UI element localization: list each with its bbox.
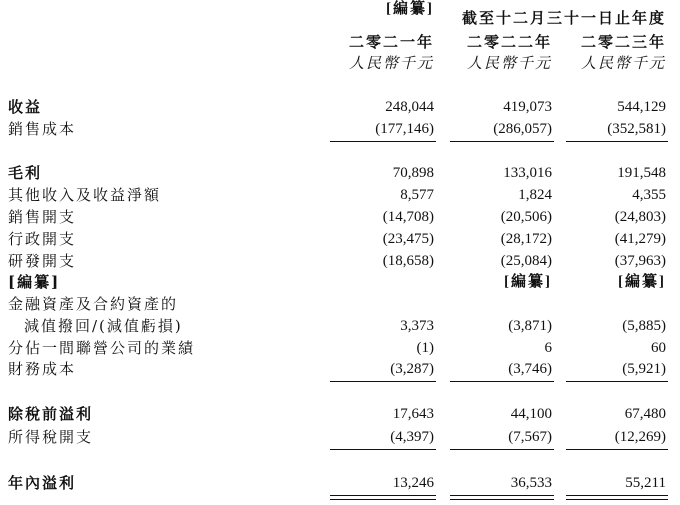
total-double-rule-2022	[450, 495, 554, 500]
row-label-profit-for-year: 年內溢利	[8, 474, 77, 492]
finance-costs-2021: (3,287)	[390, 361, 434, 377]
total-double-rule-2023	[566, 495, 668, 500]
total-double-rule-2021	[330, 495, 436, 500]
row-label-redacted: [編纂]	[8, 273, 61, 291]
admin-expenses-2021: (23,475)	[382, 231, 434, 247]
profit-before-tax-2021: 17,643	[392, 406, 434, 422]
other-income-2023: 4,355	[632, 187, 666, 203]
revenue-2022: 419,073	[503, 99, 552, 115]
row-label-selling-expenses: 銷售開支	[8, 208, 77, 226]
row-label-rd-expenses: 研發開支	[8, 252, 77, 270]
row-label-finance-costs: 財務成本	[8, 360, 77, 378]
cost-of-sales-2021: (177,146)	[375, 121, 434, 137]
selling-expenses-2021: (14,708)	[382, 209, 434, 225]
unit-2023: 人民幣千元	[580, 54, 666, 72]
row-label-cost-of-sales: 銷售成本	[8, 120, 77, 138]
redacted-2021: [編纂]	[386, 1, 434, 17]
subtotal-rule-2021	[330, 381, 436, 382]
finance-costs-2023: (5,921)	[622, 361, 666, 377]
unit-2021: 人民幣千元	[348, 54, 434, 72]
admin-expenses-2023: (41,279)	[614, 231, 666, 247]
selling-expenses-2023: (24,803)	[614, 209, 666, 225]
row-label-profit-before-tax: 除稅前溢利	[8, 405, 94, 423]
rd-expenses-2022: (25,084)	[500, 253, 552, 269]
income-tax-2023: (12,269)	[614, 429, 666, 445]
associate-share-2022: 6	[544, 340, 552, 356]
profit-for-year-2021: 13,246	[392, 475, 434, 491]
row-label-revenue: 收益	[8, 98, 43, 116]
redacted-2023: [編纂]	[618, 274, 666, 290]
income-tax-2022: (7,567)	[508, 429, 552, 445]
year-2022-heading: 二零二二年	[466, 33, 552, 51]
subtotal-rule-2021	[330, 449, 436, 450]
other-income-2022: 1,824	[518, 187, 552, 203]
subtotal-rule-2022	[450, 449, 554, 450]
row-label-income-tax: 所得稅開支	[8, 428, 94, 446]
unit-2022: 人民幣千元	[466, 54, 552, 72]
row-label-gross-profit: 毛利	[8, 164, 43, 182]
gross-profit-2021: 70,898	[392, 165, 434, 181]
subtotal-rule-2023	[566, 381, 668, 382]
year-2021-heading: 二零二一年	[348, 33, 434, 51]
subtotal-rule-2021	[330, 141, 436, 142]
income-tax-2021: (4,397)	[390, 429, 434, 445]
row-label-other-income: 其他收入及收益淨額	[8, 186, 162, 204]
subtotal-rule-2022	[450, 381, 554, 382]
year-2023-heading: 二零二三年	[580, 33, 666, 51]
other-income-2021: 8,577	[400, 187, 434, 203]
gross-profit-2023: 191,548	[617, 165, 666, 181]
gross-profit-2022: 133,016	[503, 165, 552, 181]
revenue-2023: 544,129	[617, 99, 666, 115]
redacted-2022: [編纂]	[504, 274, 552, 290]
subtotal-rule-2023	[566, 449, 668, 450]
row-label-impairment-line1: 金融資產及合約資產的	[8, 295, 179, 313]
rd-expenses-2021: (18,658)	[382, 253, 434, 269]
associate-share-2021: (1)	[416, 340, 434, 356]
profit-before-tax-2023: 67,480	[624, 406, 666, 422]
cost-of-sales-2022: (286,057)	[493, 121, 552, 137]
period-heading: 截至十二月三十一日止年度	[461, 9, 666, 27]
impairment-2021: 3,373	[400, 318, 434, 334]
admin-expenses-2022: (28,172)	[500, 231, 552, 247]
profit-for-year-2022: 36,533	[510, 475, 552, 491]
row-label-admin-expenses: 行政開支	[8, 230, 77, 248]
selling-expenses-2022: (20,506)	[500, 209, 552, 225]
subtotal-rule-2023	[566, 141, 668, 142]
associate-share-2023: 60	[651, 340, 666, 356]
revenue-2021: 248,044	[385, 99, 434, 115]
profit-for-year-2023: 55,211	[625, 475, 666, 491]
profit-before-tax-2022: 44,100	[510, 406, 552, 422]
rd-expenses-2023: (37,963)	[614, 253, 666, 269]
impairment-2022: (3,871)	[508, 318, 552, 334]
subtotal-rule-2022	[450, 141, 554, 142]
row-label-impairment-line2: 減值撥回/(減值虧損)	[24, 317, 183, 335]
row-label-associate-share: 分佔一間聯營公司的業績	[8, 339, 196, 357]
cost-of-sales-2023: (352,581)	[607, 121, 666, 137]
finance-costs-2022: (3,746)	[508, 361, 552, 377]
impairment-2023: (5,885)	[622, 318, 666, 334]
